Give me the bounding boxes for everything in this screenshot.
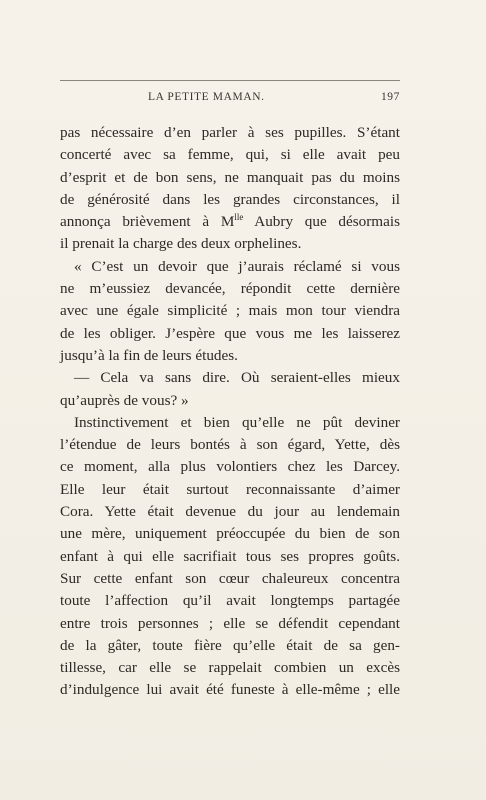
text-line: concerté avec sa femme, qui, si elle avait peu bbox=[60, 146, 400, 164]
body-text bbox=[60, 122, 400, 702]
text-line: de générosité dans les grandes circonstances, il bbox=[60, 190, 400, 208]
text-line: toute l’affection qu’il avait longtemps partagée bbox=[60, 592, 400, 610]
text-line: ce moment, alla plus volontiers chez les Darcey. bbox=[60, 458, 400, 476]
text-line: tillesse, car elle se rappelait combien un excès bbox=[60, 659, 400, 677]
text-line: ne m’eussiez devancée, répondit cette dernière bbox=[60, 280, 400, 298]
text-line: Elle leur était surtout reconnaissante d’aimer bbox=[60, 480, 400, 498]
text-line: jusqu’à la fin de leurs études. bbox=[60, 346, 238, 364]
text-line: Instinctivement et bien qu’elle ne pût deviner bbox=[74, 413, 400, 431]
text-line: — Cela va sans dire. Où seraient-elles mieux bbox=[74, 369, 400, 387]
text-line: avec une égale simplicité ; mais mon tour viendra bbox=[60, 302, 400, 320]
text-line: il prenait la charge des deux orphelines. bbox=[60, 235, 302, 253]
header-rule bbox=[60, 80, 400, 81]
text-line: de les obliger. J’espère que vous me les laisserez bbox=[60, 324, 400, 342]
text-line: enfant à qui elle sacrifiait tous ses propres goûts. bbox=[60, 547, 400, 565]
text-line: d’esprit et de bon sens, ne manquait pas du moins bbox=[60, 168, 400, 186]
page-number: 197 bbox=[380, 91, 400, 103]
text-line: Sur cette enfant son cœur chaleureux concentra bbox=[60, 569, 400, 587]
text-line: l’étendue de leurs bontés à son égard, Yette, dès bbox=[60, 436, 400, 454]
text-line: d’indulgence lui avait été funeste à elle-même ; elle bbox=[60, 681, 400, 699]
text-line: Cora. Yette était devenue du jour au lendemain bbox=[60, 503, 400, 521]
text-line: « C’est un devoir que j’aurais réclamé si vous bbox=[74, 257, 400, 275]
running-header bbox=[60, 91, 400, 107]
text-line: entre trois personnes ; elle se défendit cependant bbox=[60, 614, 400, 632]
running-title: LA PETITE MAMAN. bbox=[148, 91, 265, 103]
text-fragment: Aubry que désormais bbox=[243, 213, 400, 231]
text-line: qu’auprès de vous? » bbox=[60, 391, 189, 409]
text-line: une mère, uniquement préoccupée du bien de son bbox=[60, 525, 400, 543]
text-line: de la gâter, toute fière qu’elle était de sa gen- bbox=[60, 636, 400, 654]
text-line bbox=[60, 211, 400, 233]
text-line: pas nécessaire d’en parler à ses pupilles. S’étant bbox=[60, 124, 400, 141]
superscript: lle bbox=[234, 212, 244, 223]
text-fragment: annonça brièvement à M bbox=[60, 213, 235, 231]
